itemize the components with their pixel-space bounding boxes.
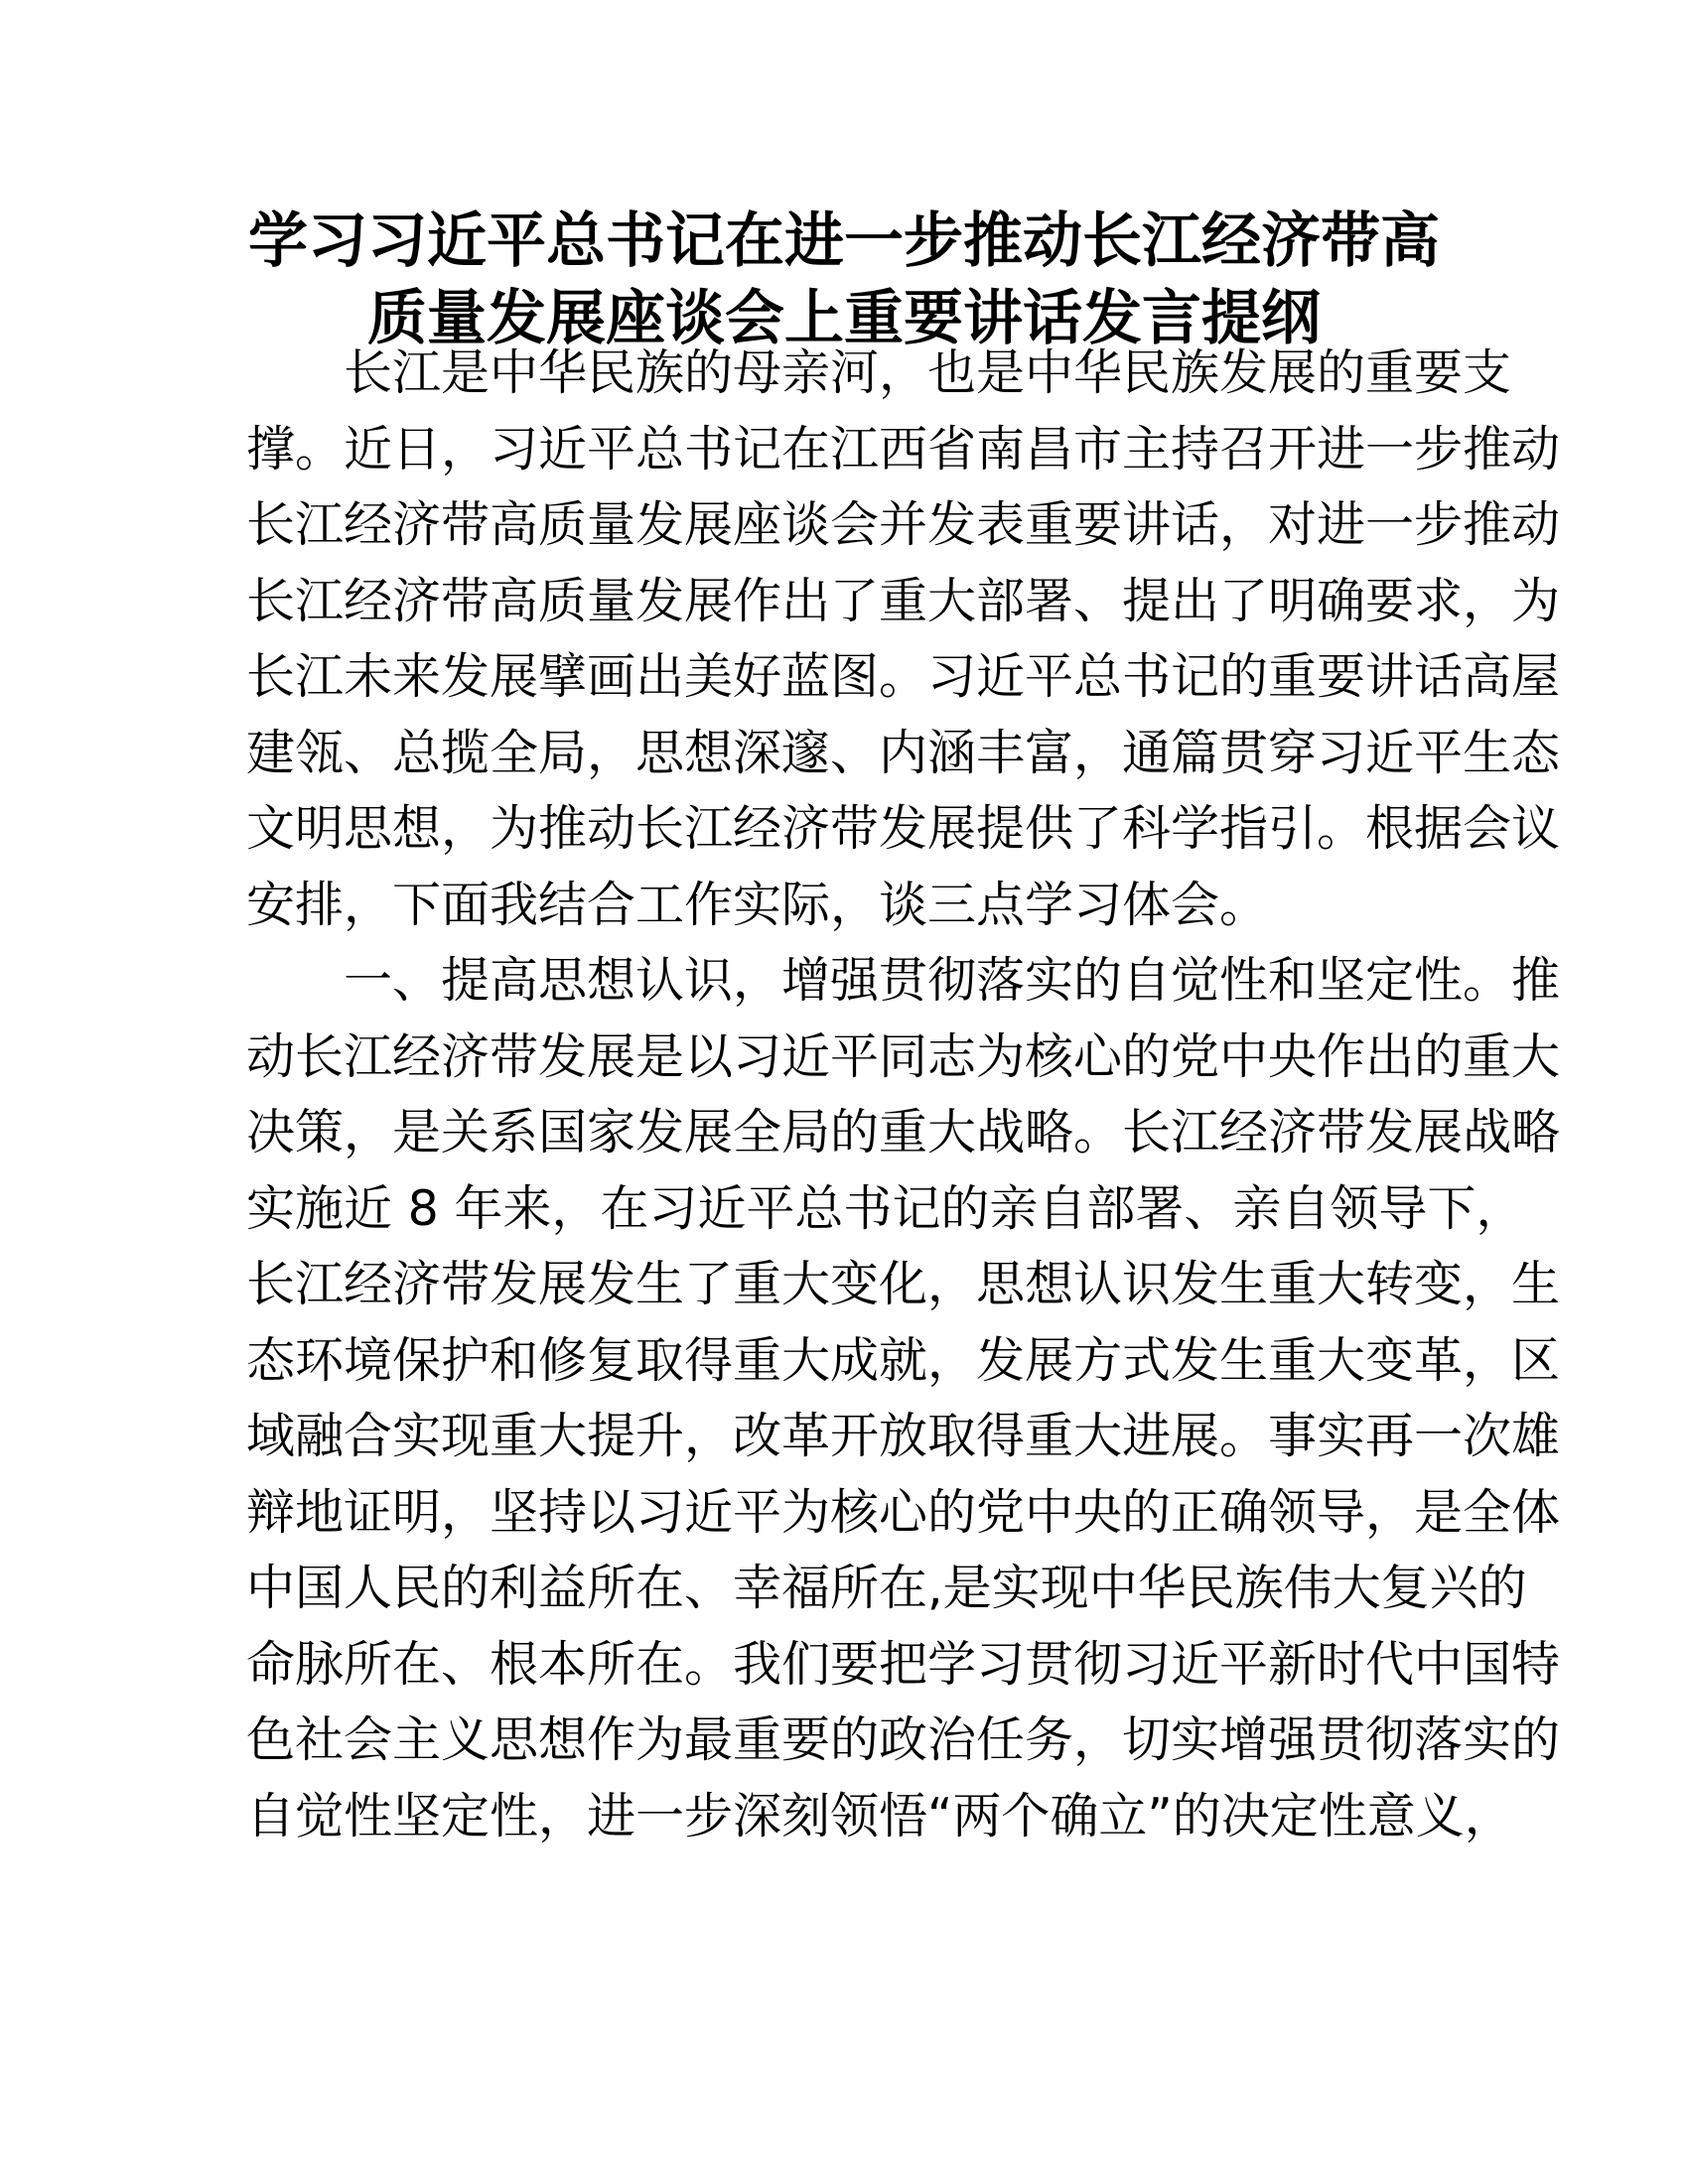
paragraph-section-1 bbox=[246, 943, 1561, 1854]
text-line: 一、提高思想认识，增强贯彻落实的自觉性和坚定性。推 bbox=[344, 952, 1561, 1009]
text-line: 色社会主义思想作为最重要的政治任务，切实增强贯彻落实的 bbox=[246, 1711, 1561, 1768]
text-line: 安排，下面我结合工作实际，谈三点学习体会。 bbox=[246, 876, 1269, 933]
text-line: 域融合实现重大提升，改革开放取得重大进展。事实再一次雄 bbox=[246, 1408, 1561, 1464]
text-line: 长江经济带发展发生了重大变化，思想认识发生重大转变，生 bbox=[246, 1256, 1561, 1312]
text-line: 决策，是关系国家发展全局的重大战略。长江经济带发展战略 bbox=[246, 1104, 1561, 1160]
text-line: 态环境保护和修复取得重大成就，发展方式发生重大变革，区 bbox=[246, 1331, 1561, 1389]
document-body bbox=[246, 336, 1561, 1854]
text-line: 辩地证明，坚持以习近平为核心的党中央的正确领导，是全体 bbox=[246, 1483, 1561, 1541]
text-line: 实施近 8 年来，在习近平总书记的亲自部署、亲自领导下， bbox=[246, 1179, 1525, 1237]
text-line: 长江经济带高质量发展座谈会并发表重要讲话，对进一步推动 bbox=[246, 496, 1561, 553]
text-line: 长江经济带高质量发展作出了重大部署、提出了明确要求，为 bbox=[246, 572, 1561, 629]
paragraph-intro bbox=[246, 336, 1561, 943]
text-line: 命脉所在、根本所在。我们要把学习贯彻习近平新时代中国特 bbox=[246, 1635, 1561, 1693]
text-line: 动长江经济带发展是以习近平同志为核心的党中央作出的重大 bbox=[246, 1027, 1561, 1085]
text-line: 撑。近日，习近平总书记在江西省南昌市主持召开进一步推动 bbox=[246, 420, 1561, 478]
text-line: 中国人民的利益所在、幸福所在,是实现中华民族伟大复兴的 bbox=[246, 1560, 1527, 1616]
text-line: 文明思想，为推动长江经济带发展提供了科学指引。根据会议 bbox=[246, 800, 1561, 857]
text-line: 长江未来发展擘画出美好蓝图。习近平总书记的重要讲话高屋 bbox=[246, 648, 1561, 705]
document-title-line-2: 质量发展座谈会上重要讲话发言提纲 bbox=[367, 284, 1321, 353]
text-line: 自觉性坚定性，进一步深刻领悟“两个确立”的决定性意义， bbox=[246, 1787, 1513, 1844]
text-line: 长江是中华民族的母亲河，也是中华民族发展的重要支 bbox=[344, 344, 1512, 401]
document-title-line-1: 学习习近平总书记在进一步推动长江经济带高 bbox=[248, 206, 1440, 276]
text-line: 建瓴、总揽全局，思想深邃、内涵丰富，通篇贯穿习近平生态 bbox=[246, 724, 1561, 781]
